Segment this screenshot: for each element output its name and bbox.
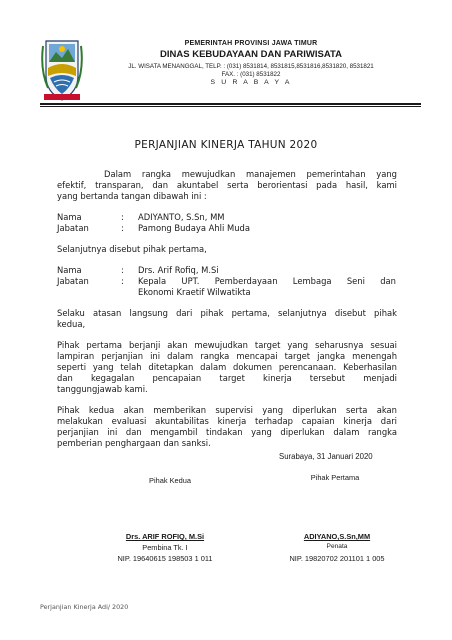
- para2-line-2: melakukan evaluasi akuntabilitas kinerja terhadap capaian kinerja dari: [57, 416, 397, 426]
- party2-note-line-2: kedua,: [57, 319, 86, 329]
- signature-left-rank: Pembina Tk. I: [142, 543, 188, 552]
- party1-name-value: ADIYANTO, S.Sn, MM: [138, 212, 225, 222]
- party2-name-colon: :: [121, 265, 124, 275]
- party2-name-value: Drs. Arif Rofiq, M.Si: [138, 265, 219, 275]
- party1-name-label: Nama: [57, 212, 82, 222]
- party2-position-row: [0, 276, 452, 287]
- party1-position-colon: :: [121, 223, 124, 233]
- party2-position-colon: :: [121, 276, 124, 286]
- place-date: Surabaya, 31 Januari 2020: [279, 452, 373, 461]
- para1-line-1: Pihak pertama berjanji akan mewujudkan target yang seharusnya sesuai: [57, 340, 397, 350]
- party2-name-label: Nama: [57, 265, 82, 275]
- letterhead-government: PEMERINTAH PROVINSI JAWA TIMUR: [184, 40, 318, 47]
- page-footer: Perjanjian Kinerja Adi/ 2020: [40, 603, 129, 611]
- party2-position-value-line-1: Kepala UPT. Pemberdayaan Lembaga Seni dan: [138, 276, 396, 286]
- provincial-crest-icon: [40, 38, 84, 104]
- party2-name-row: [0, 265, 452, 276]
- party1-position-label: Jabatan: [57, 223, 89, 233]
- signature-right-role: Pihak Pertama: [310, 473, 360, 482]
- party1-name-row: [0, 212, 452, 223]
- para1-line-3: seperti yang telah ditetapkan dalam dokumen perencanaan. Keberhasilan: [57, 362, 397, 372]
- letterhead-rule-thin: [40, 106, 421, 107]
- letterhead-city: S U R A B A Y A: [210, 79, 292, 86]
- intro-line-1: Dalam rangka mewujudkan manajemen pemerintahan yang: [104, 169, 397, 179]
- party1-note: Selanjutnya disebut pihak pertama,: [57, 244, 207, 254]
- letterhead-rule-thick: [40, 103, 421, 105]
- letterhead-agency: DINAS KEBUDAYAAN DAN PARIWISATA: [160, 49, 342, 60]
- party1-position-value: Pamong Budaya Ahli Muda: [138, 223, 250, 233]
- para1-line-2: lampiran perjanjian ini dalam rangka mencapai target jangka menengah: [57, 351, 397, 361]
- party1-position-row: [0, 223, 452, 234]
- intro-line-3: yang bertanda tangan dibawah ini :: [57, 191, 207, 201]
- signature-left-role: Pihak Kedua: [149, 476, 191, 485]
- signature-right-rank: Penata: [326, 543, 348, 550]
- party2-note-line-1: Selaku atasan langsung dari pihak pertama, selanjutnya disebut pihak: [57, 308, 397, 318]
- signature-left-nip: NIP. 19640615 198503 1 011: [117, 554, 213, 563]
- party2-position-value-line-2: Ekonomi Kraetif Wilwatikta: [138, 287, 251, 297]
- party2-position-row-continued: [0, 287, 452, 298]
- para2-line-4: pemberian penghargaan dan sanksi.: [57, 438, 211, 448]
- para2-line-3: perjanjian ini dan mengambil tindakan yang diperlukan dalam rangka: [57, 427, 397, 437]
- para2-line-1: Pihak kedua akan memberikan supervisi yang diperlukan serta akan: [57, 405, 397, 415]
- party1-name-colon: :: [121, 212, 124, 222]
- signature-right-nip: NIP. 19820702 201101 1 005: [289, 554, 385, 563]
- intro-line-2: efektif, transparan, dan akuntabel serta berorientasi pada hasil, kami: [57, 180, 397, 190]
- letterhead-fax: FAX. : (031) 8531822: [221, 71, 281, 78]
- para1-line-4: dan kegagalan pencapaian target kinerja tersebut menjadi: [57, 373, 397, 383]
- para1-line-5: tanggungjawab kami.: [57, 384, 148, 394]
- signature-left-name: Drs. ARIF ROFIQ, M.Si: [125, 532, 205, 541]
- letterhead-address: JL. WISATA MENANGGAL, TELP. : (031) 8531814, 8531815,8531816,8531820, 8531821: [128, 63, 374, 70]
- signature-right-name: ADIYANO,S.Sn,MM: [303, 532, 371, 541]
- party2-position-label: Jabatan: [57, 276, 89, 286]
- letterhead: [82, 40, 420, 86]
- document-title: PERJANJIAN KINERJA TAHUN 2020: [134, 139, 318, 151]
